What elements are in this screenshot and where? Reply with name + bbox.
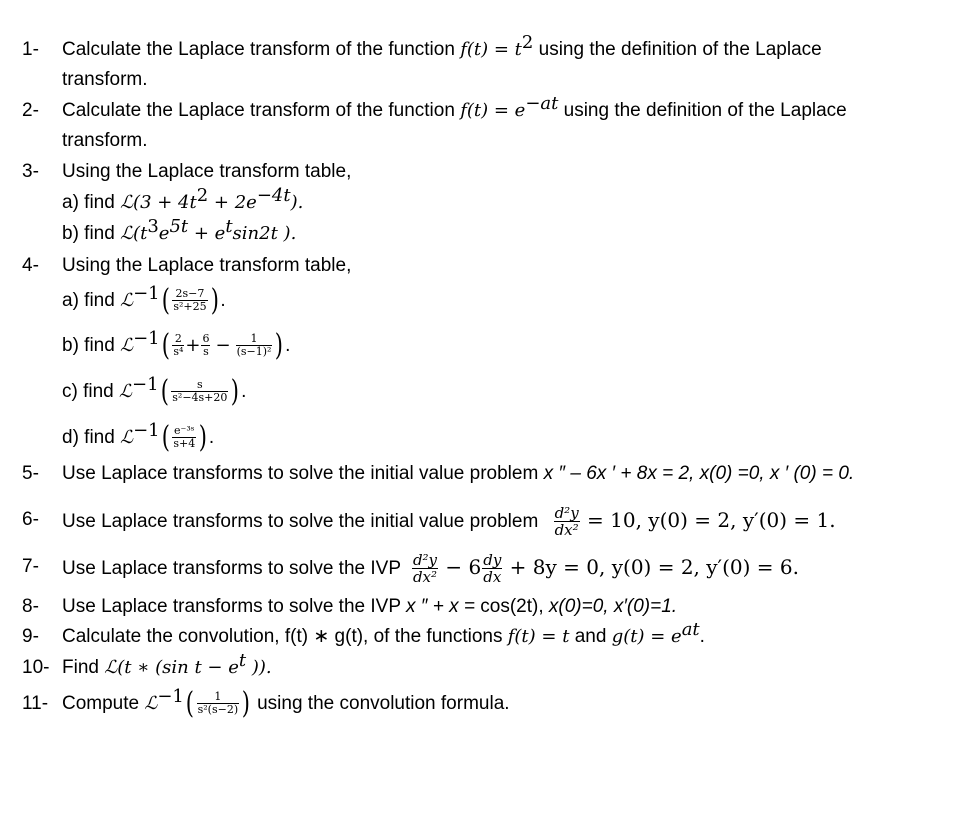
math-expression: x ″ – 6x ′ + 8x = 2, x(0) =0, x ′ (0) = 0.	[543, 463, 855, 484]
math-expression: ℒ(3 + 4t	[120, 192, 197, 213]
subpart-label: c) find	[62, 381, 120, 402]
math-superscript: −4t	[256, 185, 291, 206]
problem-text: Using the Laplace transform table,	[62, 255, 352, 276]
problem-number: 5-	[22, 463, 39, 484]
subpart-label: b) find	[62, 223, 121, 244]
math-superscript: t	[225, 216, 233, 237]
fraction: $\frac{\text{e⁻³ˢ}}{s+4}$	[173, 424, 196, 451]
math-superscript: 3	[147, 216, 159, 237]
problem-text: Find	[62, 657, 105, 678]
laplace-symbol: ℒ	[144, 693, 158, 714]
problem-text: Use Laplace transforms to solve the IVP	[62, 558, 406, 579]
problem-number: 7-	[22, 556, 39, 577]
math-superscript: 2	[521, 32, 534, 53]
numerator: 2s−7	[172, 288, 207, 301]
subpart-label: b) find	[62, 335, 121, 356]
laplace-symbol: ℒ	[120, 335, 134, 356]
math-expression: + 8y = 0, y(0) = 2, y′(0) = 6.	[503, 555, 799, 579]
math-expression: sin2t ).	[232, 223, 297, 244]
laplace-symbol: ℒ	[119, 381, 132, 402]
subpart-label: a) find	[62, 290, 121, 311]
laplace-symbol: ℒ	[120, 290, 134, 311]
math-superscript: at	[681, 619, 700, 640]
math-expression: ℒ(t	[120, 223, 148, 244]
math-expression: ).	[290, 192, 304, 213]
problem-number: 8-	[22, 596, 39, 617]
inverse-superscript: −1	[132, 374, 159, 395]
problem-text: Use Laplace transforms to solve the initial value problem	[62, 463, 544, 484]
inverse-superscript: −1	[157, 686, 184, 707]
inverse-superscript: −1	[133, 283, 160, 304]
math-expression: f(t) = e	[460, 100, 526, 121]
document-page: 1- Calculate the Laplace transform of the function $f(t) = t^2$ using the definition of the Laplace transform. 2- Calculate the Laplace transform of the function $f(t) = e^{-at}$ using the definition of the Laplace transform. 3- Using the Laplace transform table, a) find ℒ(3 + $4t^2 + 2e^{-4t}$). b) find $ℒ(t^3e^{5t} + e^t\sin 2t$ ). 4- Using the Laplace transform table, a) find ℒ$^{-1}$( $\frac{2s-7}{\text{s²+25}}$ ). b) find ℒ$^{-1}$( $\frac{2}{\text{s⁴}}$ + $\frac{6}{s}$ − $\frac{1}{\text{(s−1)²}}$ ). c) find ℒ$^{-1}$( $\frac{s}{\text{s²−4s+20}}$ ). d) find ℒ$^{-1}$( $\frac{\text{e⁻³ˢ}}{s+4}$ ). 5- Use Laplace transforms to solve the initial value problem x ″ – 6x ′ + 8x = 2, x(0) =0, x ′ (0) = 0. 6- Use Laplace transforms to solve the initial value problem $\frac{\text{d²y}}{\text{dx²}}$ = 10, y(0) = 2, y′(0) = 1. 7- Use Laplace transforms to solve the IVP $\frac{\text{d²y}}{\text{dx²}}$ − 6 $\frac{dy}{dx}$ + 8y = 0, y(0) = 2, y′(0) = 6. 8- Use Laplace transforms to solve the IVP x ″ + x = cos(2t), x(0)=0, x′(0)=1. 9- Calculate the convolution, f(t) ∗ g(t), of the functions f(t) = t and $g(t) = e^{at}$. 10- Find ℒ(t ∗ (sin $t - e^t$ )). 11- Compute ℒ$^{-1}$( $\frac{1}{\text{s²(s−2)}}$ ) using the convolution formula.	[22, 32, 855, 721]
fraction: $\frac{\text{d²y}}{\text{dx²}}$	[554, 504, 579, 540]
problem-text: Calculate the Laplace transform of the function	[62, 100, 461, 121]
problem-text: Using the Laplace transform table,	[62, 161, 352, 182]
problem-text: transform.	[62, 130, 148, 151]
fraction: $\frac{\text{d²y}}{\text{dx²}}$	[412, 551, 438, 587]
subpart-label: d) find	[62, 427, 121, 448]
math-expression: ℒ(t ∗ (sin t − e	[104, 657, 239, 678]
math-expression: f(t) = t	[460, 39, 522, 60]
math-expression: = 10, y(0) = 2, y′(0) = 1.	[580, 508, 836, 532]
problem-number: 2-	[22, 100, 39, 121]
math-superscript: 2	[196, 185, 209, 206]
math-expression: + e	[188, 223, 226, 244]
problem-text: Calculate the Laplace transform of the function	[62, 39, 461, 60]
math-expression: e	[158, 223, 170, 244]
problem-number: 4-	[22, 255, 39, 276]
problem-number: 1-	[22, 39, 39, 60]
inverse-superscript: −1	[133, 420, 160, 441]
problem-number: 3-	[22, 161, 39, 182]
fraction: $\frac{dy}{dx}$	[483, 551, 502, 587]
math-superscript: −at	[525, 93, 559, 114]
fraction: $\frac{6}{s}$	[202, 332, 210, 359]
problem-text: transform.	[62, 69, 148, 90]
problem-text: Compute	[62, 693, 145, 714]
problem-number: 11-	[22, 693, 49, 714]
problem-text: using the definition of the Laplace	[558, 100, 847, 121]
laplace-symbol: ℒ	[120, 427, 134, 448]
problem-text: using the convolution formula.	[251, 693, 510, 714]
denominator: s²+25	[173, 300, 207, 314]
subpart-label: a) find	[62, 192, 121, 213]
math-superscript: t	[238, 650, 247, 671]
math-expression: )).	[246, 657, 272, 678]
problem-text: Use Laplace transforms to solve the initial value problem	[62, 511, 544, 532]
problem-text: Calculate the convolution, f(t) ∗ g(t), of the functions	[62, 626, 508, 647]
fraction: $\frac{2}{\text{s⁴}}$	[173, 332, 184, 359]
problem-number: 10-	[22, 657, 50, 678]
math-expression: f(t) = t	[507, 626, 570, 647]
problem-text: Use Laplace transforms to solve the IVP	[62, 596, 406, 617]
problem-text: using the definition of the Laplace	[533, 39, 822, 60]
fraction: $\frac{1}{\text{s²(s−2)}}$	[197, 690, 239, 717]
problem-number: 9-	[22, 626, 39, 647]
math-expression: g(t) = e	[611, 626, 682, 647]
inverse-superscript: −1	[133, 328, 160, 349]
fraction: $\frac{s}{\text{s²−4s+20}}$	[172, 378, 228, 405]
fraction: $\frac{1}{\text{(s−1)²}}$	[236, 332, 272, 359]
math-expression: + 2e	[208, 192, 257, 213]
math-superscript: 5t	[169, 216, 189, 237]
fraction	[172, 288, 207, 313]
problem-number: 6-	[22, 509, 39, 530]
